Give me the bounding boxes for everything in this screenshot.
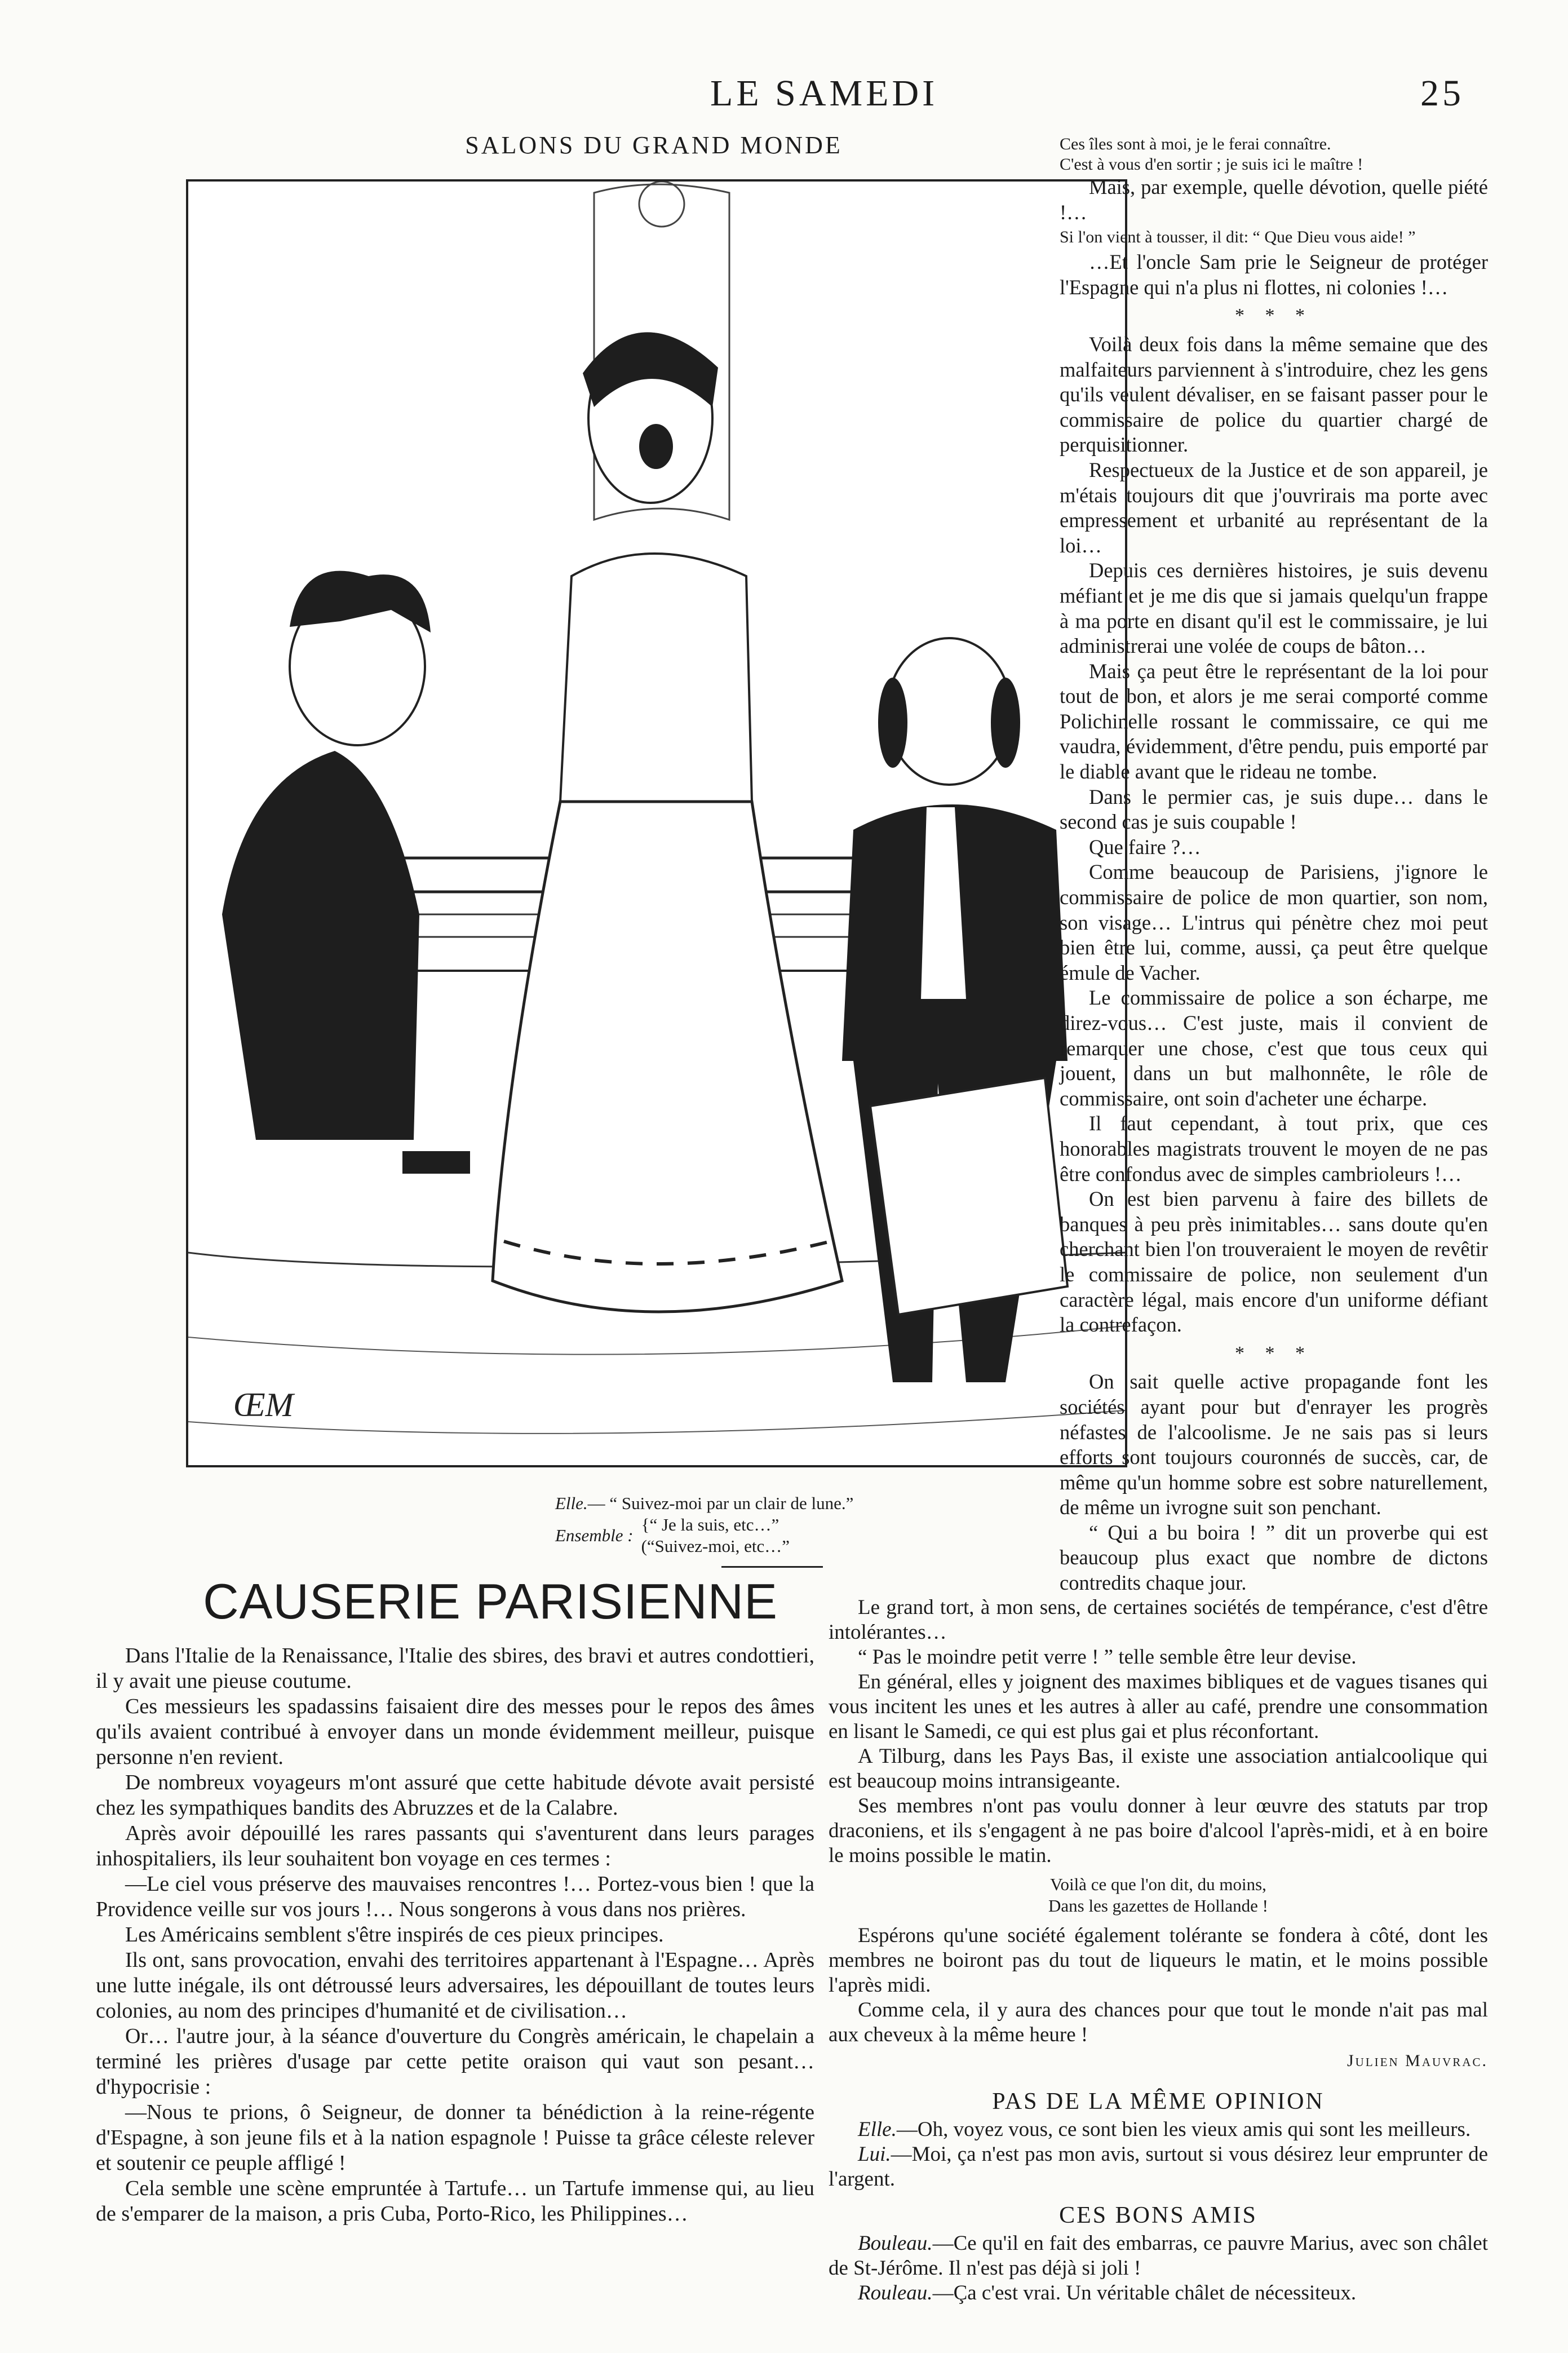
- paragraph: Mais ça peut être le représentant de la loi pour tout de bon, et alors je me serai comporté comme Polichinelle rossant le commissaire, ce qui me vaudra, évidemment, d'être pendu, puis emporté par le diable avant que le rideau ne tombe.: [1060, 659, 1488, 784]
- paragraph: Le grand tort, à mon sens, de certaines sociétés de tempérance, c'est d'être intolérantes…: [829, 1596, 1488, 1644]
- paragraph: …Et l'oncle Sam prie le Seigneur de protéger l'Espagne qui n'a plus ni flottes, ni colonies !…: [1060, 250, 1488, 299]
- paragraph: Le commissaire de police a son écharpe, me direz-vous… C'est juste, mais il convient de remarquer une chose, c'est que tous ceux qui jouent, dans un but malhonnête, le rôle de commissaire, ont soin d'acheter une écharpe.: [1060, 986, 1488, 1110]
- paragraph: Mais, par exemple, quelle dévotion, quelle piété !…: [1060, 175, 1488, 224]
- paragraph: De nombreux voyageurs m'ont assuré que cette habitude dévote avait persisté chez les sympathiques bandits des Abruzzes et de la Calabre.: [96, 1771, 814, 1820]
- paragraph: On est bien parvenu à faire des billets de banques à peu près inimitables… sans doute qu'en cherchant bien l'on trouveraient le moyen de revêtir le commissaire de police, non seulement d'un caractère légal, mais encore d'un uniforme défiant la contrefaçon.: [1060, 1187, 1488, 1337]
- dialogue-line: —Moi, ça n'est pas mon avis, surtout si vous désirez leur emprunter de l'argent.: [829, 2143, 1488, 2191]
- paragraph: Respectueux de la Justice et de son appareil, je m'étais toujours dit que j'ouvrirais ma porte avec empressement et urbanité au représentant de la loi…: [1060, 458, 1488, 557]
- dialogue-speaker: Bouleau.: [858, 2232, 933, 2255]
- quote-line-2: Dans les gazettes de Hollande !: [1048, 1896, 1268, 1916]
- quote-line-1: Voilà ce que l'on dit, du moins,: [1050, 1874, 1266, 1894]
- caption-line-1: — “ Suivez-moi par un clair de lune.”: [587, 1493, 854, 1513]
- paragraph: Comme cela, il y aura des chances pour que tout le monde n'ait pas mal aux cheveux à la même heure !: [829, 1998, 1488, 2046]
- paragraph: —Le ciel vous préserve des mauvaises rencontres !… Portez-vous bien ! que la Providence veille sur vos jours !… Nous songerons à vous dans nos prières.: [96, 1872, 814, 1921]
- paragraph: A Tilburg, dans les Pays Bas, il existe une association antialcoolique qui est beaucoup moins intransigeante.: [829, 1745, 1488, 1793]
- verse-line-2: C'est à vous d'en sortir ; je suis ici le maître !: [1060, 155, 1363, 174]
- paragraph: Depuis ces dernières histoires, je suis devenu méfiant et je me dis que si jamais quelqu'un frappe à ma porte en disant qu'il est le commissaire, je lui administrerai une volée de coups de bâton…: [1060, 559, 1488, 658]
- cartoon-caption: [555, 1493, 1062, 1557]
- author-signature: Julien Mauvrac.: [1346, 2051, 1488, 2070]
- paragraph: Dans l'Italie de la Renaissance, l'Italie des sbires, des bravi et autres condottieri, il y avait une pieuse coutume.: [96, 1644, 814, 1693]
- dialogue-speaker: Lui.: [858, 2143, 891, 2166]
- paragraph: Espérons qu'une société également tolérante se fondera à côté, dont les membres ne boiront pas du tout de liqueurs le matin, et le moins possible l'après midi.: [829, 1924, 1488, 1997]
- artist-signature: ŒM: [233, 1386, 294, 1423]
- paragraph: Dans le permier cas, je suis dupe… dans le second cas je suis coupable !: [1060, 785, 1488, 834]
- section-title-ces-bons-amis: CES BONS AMIS: [1059, 2202, 1257, 2228]
- paragraph: “ Qui a bu boira ! ” dit un proverbe qui est beaucoup plus exact que nombre de dictons contredits chaque jour.: [1060, 1520, 1488, 1595]
- paragraph: On sait quelle active propagande font les sociétés ayant pour but d'enrayer les progrès néfastes de l'alcoolisme. Je ne sais pas si leurs efforts sont toujours couronnés de succès, car, de même qu'un homme sobre est sobre naturellement, de même un ivrogne suit son penchant.: [1060, 1370, 1488, 1519]
- causerie-title: CAUSERIE PARISIENNE: [203, 1573, 778, 1629]
- cartoon-title: SALONS DU GRAND MONDE: [465, 131, 843, 159]
- caption-speaker: Elle.: [555, 1493, 588, 1513]
- page-number: 25: [1420, 73, 1464, 114]
- caption-ensemble-line-2: (“Suivez-moi, etc…”: [641, 1536, 790, 1556]
- section-title-pas-de-la-meme-opinion: PAS DE LA MÊME OPINION: [992, 2089, 1325, 2115]
- paragraph: Il faut cependant, à tout prix, que ces honorables magistrats trouvent le moyen de ne pas être confondus avec de simples cambrioleurs !…: [1060, 1112, 1488, 1186]
- paragraph: Que faire ?…: [1089, 835, 1201, 859]
- paragraph: Or… l'autre jour, à la séance d'ouverture du Congrès américain, le chapelain a terminé les prières d'usage par cette petite oraison qui vaut son pesant… d'hypocrisie :: [96, 2024, 814, 2099]
- dialogue-line: —Ça c'est vrai. Un véritable châlet de nécessiteux.: [932, 2281, 1357, 2305]
- section-stars: * * *: [1235, 1342, 1313, 1364]
- verse-line-1: Ces îles sont à moi, je le ferai connaître.: [1060, 135, 1331, 153]
- paragraph: Ils ont, sans provocation, envahi des territoires appartenant à l'Espagne… Après une lutte inégale, ils ont détroussé leurs adversaires, les dépouillant de toutes leurs colonies, au nom des principes d'humanité et de civilisation…: [96, 1948, 814, 2023]
- dialogue-line: —Oh, voyez vous, ce sont bien les vieux amis qui sont les meilleurs.: [896, 2118, 1471, 2141]
- paragraph: Après avoir dépouillé les rares passants qui s'aventurent dans leurs parages inhospitaliers, ils leur souhaitent bon voyage en ces termes :: [96, 1821, 814, 1870]
- section-stars: * * *: [1235, 305, 1313, 326]
- paragraph: Ces messieurs les spadassins faisaient dire des messes pour le repos des âmes qu'ils avaient contribué à envoyer dans un monde évidemment meilleur, puisque personne n'en revient.: [96, 1695, 814, 1769]
- caption-ensemble-label: Ensemble :: [555, 1525, 634, 1545]
- dialogue-line: —Ce qu'il en fait des embarras, ce pauvre Marius, avec son châlet de St-Jérôme. Il n'est pas déjà si joli !: [829, 2232, 1488, 2280]
- cartoon-illustration: [186, 179, 1127, 1467]
- causerie-article: [96, 1643, 814, 2227]
- paragraph: —Nous te prions, ô Seigneur, de donner ta bénédiction à la reine-régente d'Espagne, à son jeune fils et à la nation espagnole ! Puisse ta grâce céleste relever et soutenir ce peuple affligé !: [96, 2100, 814, 2175]
- paragraph: Cela semble une scène empruntée à Tartufe… un Tartufe immense qui, au lieu de s'emparer de la maison, a pris Cuba, Porto-Rico, les Philippines…: [96, 2177, 814, 2226]
- dialogue-speaker: Elle.: [858, 2118, 897, 2141]
- paragraph: En général, elles y joignent des maximes bibliques et de vagues tisanes qui vous incitent les unes et les autres à aller au café, prendre une consommation en lisant le Samedi, ce qui est plus gai et plus réconfortant.: [829, 1670, 1488, 1743]
- running-head-title: LE SAMEDI: [710, 73, 938, 114]
- paragraph: Les Américains semblent s'être inspirés de ces pieux principes.: [125, 1923, 664, 1947]
- paragraph: Voilà deux fois dans la même semaine que des malfaiteurs parviennent à s'introduire, chez les gens qu'ils veulent dévaliser, en se faisant passer pour le commissaire de police du quartier chargé de perquisitionner.: [1060, 332, 1488, 457]
- right-column-article: [1060, 134, 1488, 1596]
- cartoon-drawing: [188, 182, 1125, 1465]
- verse-line-3: Si l'on vient à tousser, il dit: “ Que Dieu vous aide! ”: [1060, 228, 1416, 247]
- caption-rule: [721, 1566, 823, 1568]
- dialogue-speaker: Rouleau.: [858, 2281, 933, 2305]
- paragraph: Ses membres n'ont pas voulu donner à leur œuvre des statuts par trop draconiens, et ils s'engagent à ne pas boire d'alcool l'après-midi, et à en boire le moins possible le matin.: [829, 1794, 1488, 1867]
- paragraph: “ Pas le moindre petit verre ! ” telle semble être leur devise.: [858, 1646, 1357, 1669]
- bottom-right-article: [829, 1595, 1488, 2306]
- paragraph: Comme beaucoup de Parisiens, j'ignore le commissaire de police de mon quartier, son nom, son visage… L'intrus qui pénètre chez moi peut bien être lui, comme, aussi, ça peut être quelque émule de Vacher.: [1060, 860, 1488, 984]
- caption-ensemble-line-1: {“ Je la suis, etc…”: [641, 1515, 779, 1534]
